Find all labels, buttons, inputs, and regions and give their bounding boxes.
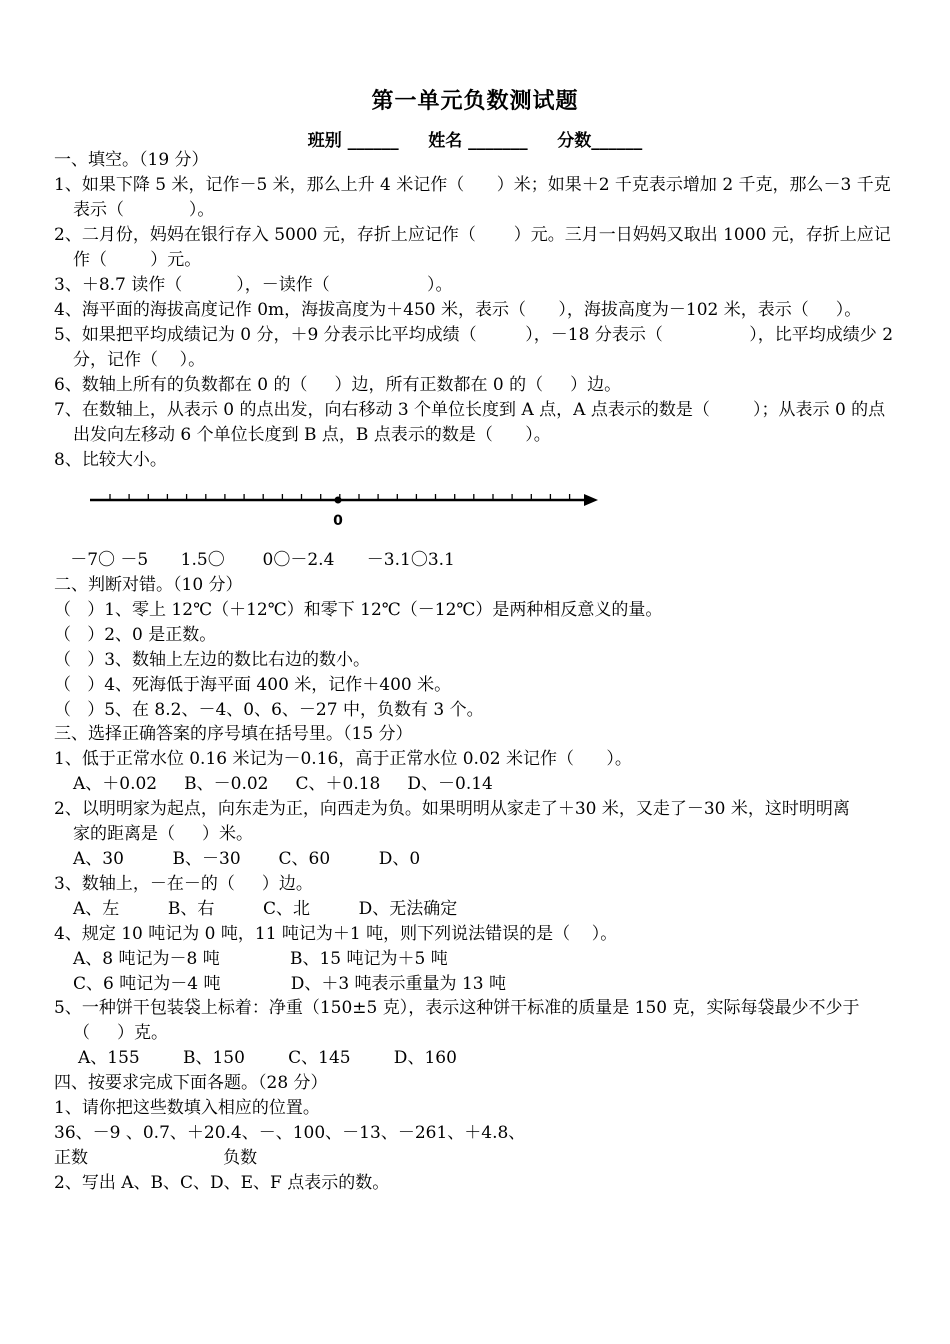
question-line: 1、如果下降 5 米，记作－5 米，那么上升 4 米记作（ ）米；如果＋2 千克表示增加 2 千克，那么－3 千克	[54, 175, 891, 195]
answer-options: A、155 B、150 C、145 D、160	[78, 1048, 457, 1068]
question-line: 5、如果把平均成绩记为 0 分，＋9 分表示比平均成绩（ ），－18 分表示（ ），比平均成绩少 2	[54, 325, 894, 345]
answer-options: C、6 吨记为－4 吨 D、＋3 吨表示重量为 13 吨	[73, 974, 506, 994]
question-line: 出发向左移动 6 个单位长度到 B 点，B 点表示的数是（ ）。	[73, 425, 551, 445]
section-heading-tasks: 四、按要求完成下面各题。（28 分）	[54, 1073, 328, 1093]
question-line: （ ）5、在 8.2、－4、0、6、－27 中，负数有 3 个。	[54, 700, 484, 720]
question-line: 1、请你把这些数填入相应的位置。	[54, 1098, 320, 1118]
question-line: （ ）3、数轴上左边的数比右边的数小。	[54, 650, 371, 670]
number-line-arrow	[584, 494, 598, 506]
question-line: 分，记作（ ）。	[73, 350, 206, 370]
answer-options: A、＋0.02 B、－0.02 C、＋0.18 D、－0.14	[73, 774, 493, 794]
section-heading-choice: 三、选择正确答案的序号填在括号里。（15 分）	[54, 724, 413, 744]
question-line: 2、二月份，妈妈在银行存入 5000 元，存折上应记作（ ）元。三月一日妈妈又取出 1000 元，存折上应记	[54, 225, 891, 245]
zero-label: 0	[333, 513, 343, 529]
answer-options: A、左 B、右 C、北 D、无法确定	[73, 899, 458, 919]
question-line: 2、以明明家为起点，向东走为正，向西走为负。如果明明从家走了＋30 米，又走了－30 米，这时明明离	[54, 799, 850, 819]
student-info-line: 班别 ______ 姓名 _______ 分数______	[307, 131, 643, 151]
question-line: 表示（ ）。	[73, 200, 215, 220]
question-line: 作（ ）元。	[73, 250, 202, 270]
number-list: 36、－9 、0.7、＋20.4、－、100、－13、－261、＋4.8、	[54, 1123, 526, 1143]
question-line: 3、数轴上，－在－的（ ）边。	[54, 874, 313, 894]
question-line: 3、＋8.7 读作（ ），－读作（ ）。	[54, 275, 453, 295]
question-line: 8、比较大小。	[54, 450, 167, 470]
question-line: 7、在数轴上，从表示 0 的点出发，向右移动 3 个单位长度到 A 点，A 点表示的数是（ ）；从表示 0 的点	[54, 400, 886, 420]
category-labels: 正数 负数	[54, 1148, 258, 1168]
section-heading-true-false: 二、判断对错。（10 分）	[54, 575, 243, 595]
question-line: 5、一种饼干包装袋上标着：净重（150±5 克），表示这种饼干标准的质量是 150 克，实际每袋最少不少于	[54, 998, 860, 1018]
compare-items: －7〇 －5 1.5〇 0〇－2.4 －3.1〇3.1	[54, 550, 455, 570]
question-line: 2、写出 A、B、C、D、E、F 点表示的数。	[54, 1173, 390, 1193]
section-heading-fill-blank: 一、填空。（19 分）	[54, 150, 209, 170]
question-line: （ ）2、0 是正数。	[54, 625, 217, 645]
question-line: （ ）4、死海低于海平面 400 米，记作＋400 米。	[54, 675, 452, 695]
question-line: （ ）1、零上 12℃（＋12℃）和零下 12℃（－12℃）是两种相反意义的量。	[54, 600, 663, 620]
question-line: 家的距离是（ ）米。	[73, 824, 254, 844]
question-line: （ ）克。	[73, 1023, 169, 1043]
answer-options: A、8 吨记为－8 吨 B、15 吨记为＋5 吨	[73, 949, 448, 969]
zero-point	[335, 497, 342, 504]
page-title: 第一单元负数测试题	[371, 89, 579, 114]
answer-options: A、30 B、－30 C、60 D、0	[73, 849, 421, 869]
question-line: 4、海平面的海拔高度记作 0m，海拔高度为＋450 米，表示（ ），海拔高度为－102 米，表示（ ）。	[54, 300, 862, 320]
number-line-diagram	[86, 488, 606, 532]
question-line: 4、规定 10 吨记为 0 吨，11 吨记为＋1 吨，则下列说法错误的是（ ）。	[54, 924, 618, 944]
question-line: 1、低于正常水位 0.16 米记为－0.16，高于正常水位 0.02 米记作（ ）。	[54, 749, 632, 769]
question-line: 6、数轴上所有的负数都在 0 的（ ）边，所有正数都在 0 的（ ）边。	[54, 375, 622, 395]
